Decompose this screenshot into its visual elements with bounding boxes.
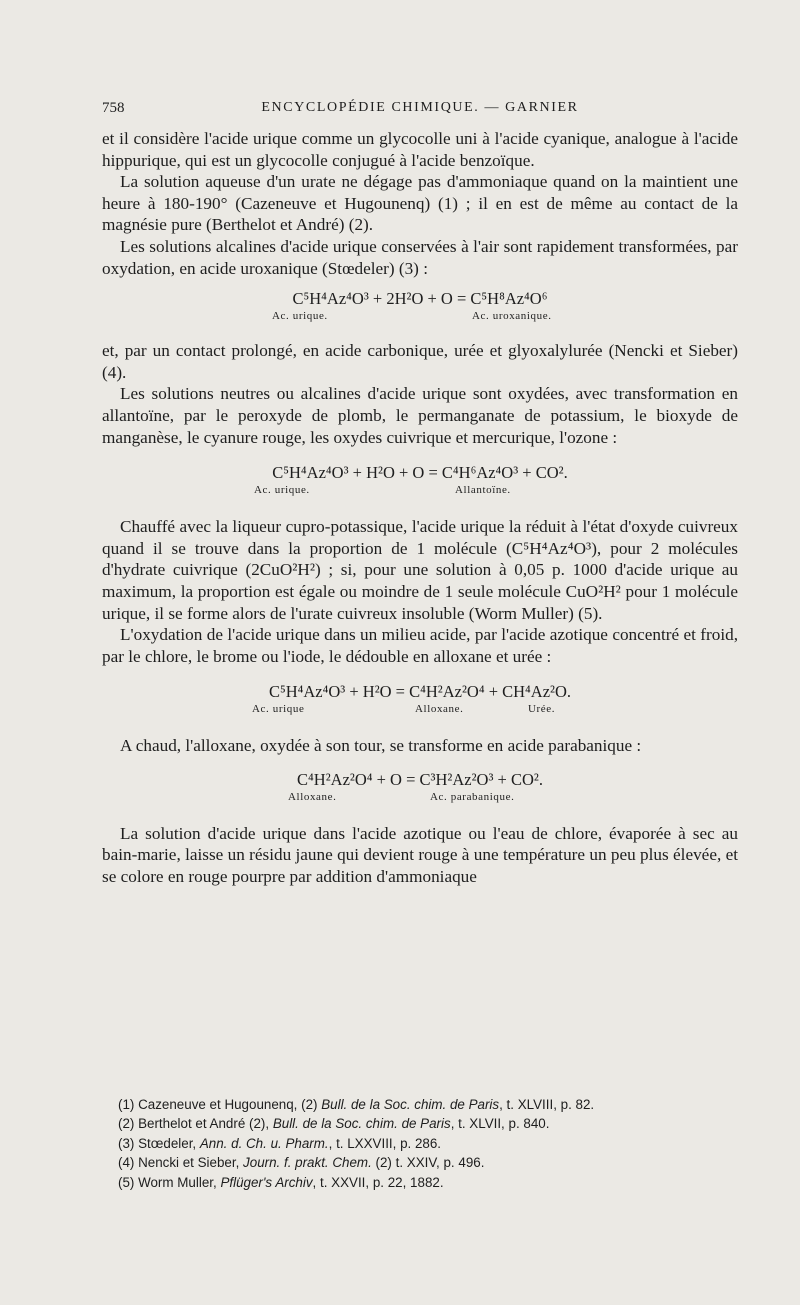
paragraph: et, par un contact prolongé, en acide carbonique, urée et glyoxalylurée (Nencki et Sieber) (4).: [102, 341, 738, 382]
page-header: [102, 100, 738, 122]
paragraph: et il considère l'acide urique comme un glycocolle uni à l'acide cyanique, analogue à l'acide hippurique, qui est un glycocolle conjugué à l'acide benzoïque.: [102, 129, 738, 170]
paragraph: La solution aqueuse d'un urate ne dégage pas d'ammoniaque quand on la maintient une heure à 180-190° (Cazeneuve et Hugounenq) (1) ; il en est de même au contact de la magnésie pure (Berthelot et André) (2).: [102, 172, 738, 235]
footnote: (5) Worm Muller, Pflüger's Archiv, t. XXVII, p. 22, 1882.: [118, 1174, 444, 1190]
equation-label: Ac. uroxanique.: [472, 310, 552, 323]
footnote: (4) Nencki et Sieber, Journ. f. prakt. Chem. (2) t. XXIV, p. 496.: [118, 1155, 485, 1171]
equation-label: Ac. parabanique.: [430, 790, 515, 803]
footnote: (2) Berthelot et André (2), Bull. de la Soc. chim. de Paris, t. XLVII, p. 840.: [118, 1116, 550, 1132]
page-number: 758: [102, 100, 125, 116]
equation-formula: C⁵H⁴Az⁴O³ + H²O + O = C⁴H⁶Az⁴O³ + CO².: [272, 463, 568, 483]
equation-label: Alloxane.: [415, 703, 464, 716]
running-head: ENCYCLOPÉDIE CHIMIQUE. — GARNIER: [261, 100, 579, 115]
equation-formula: C⁵H⁴Az⁴O³ + H²O = C⁴H²Az²O⁴ + CH⁴Az²O.: [268, 682, 572, 702]
equation-alloxane: [102, 681, 738, 719]
equation-allantoin: [102, 462, 738, 500]
equation-label: Alloxane.: [288, 790, 337, 803]
paragraph: Chauffé avec la liqueur cupro-potassique, l'acide urique la réduit à l'état d'oxyde cuivreux quand il se trouve dans la proportion de 1 molécule (C⁵H⁴Az⁴O³), pour 2 molécules d'hydrate cuivrique (2CuO²H²) ; si, pour une solution à 0,05 p. 1000 d'acide urique au maximum, la proportion est égale ou moindre de 1 seule molécule CuO²H² pour 1 molécule urique, il se forme alors de l'urate cuivreux insoluble (Worm Muller) (5).: [102, 517, 738, 623]
footnote: (1) Cazeneuve et Hugounenq, (2) Bull. de la Soc. chim. de Paris, t. XLVIII, p. 82.: [118, 1097, 595, 1112]
equation-label: Ac. urique.: [254, 484, 310, 497]
footnotes: [118, 1095, 738, 1192]
equation-formula: C⁴H²Az²O⁴ + O = C³H²Az²O³ + CO².: [297, 769, 543, 789]
paragraph: La solution d'acide urique dans l'acide azotique ou l'eau de chlore, évaporée à sec au bain-marie, laisse un résidu jaune qui devient rouge à une température un peu plus élevée, et se colore en rouge pourpre par addition d'ammoniaque: [102, 823, 738, 887]
equation-uroxanic: [102, 288, 738, 326]
equation-formula: C⁵H⁴Az⁴O³ + 2H²O + O = C⁵H⁸Az⁴O⁶: [292, 289, 548, 309]
equation-parabanic: [102, 769, 738, 807]
paragraph: Les solutions neutres ou alcalines d'acide urique sont oxydées, avec transformation en allantoïne, par le peroxyde de plomb, le permanganate de potassium, le bioxyde de manganèse, le cyanure rouge, les oxydes cuivrique et mercurique, l'ozone :: [102, 384, 738, 447]
footnote: (3) Stœdeler, Ann. d. Ch. u. Pharm., t. LXXVIII, p. 286.: [118, 1135, 442, 1151]
equation-label: Ac. urique: [252, 703, 305, 716]
paragraph: Les solutions alcalines d'acide urique conservées à l'air sont rapidement transformées, par oxydation, en acide uroxanique (Stœdeler) (3) :: [102, 236, 738, 278]
paragraph: L'oxydation de l'acide urique dans un milieu acide, par l'acide azotique concentré et froid, par le chlore, le brome ou l'iode, le dédouble en alloxane et urée :: [102, 625, 738, 666]
equation-label: Ac. urique.: [272, 310, 328, 323]
page-body: [102, 128, 738, 888]
paragraph: A chaud, l'alloxane, oxydée à son tour, se transforme en acide parabanique :: [120, 736, 642, 756]
equation-label: Allantoïne.: [455, 484, 511, 497]
equation-label: Urée.: [528, 703, 556, 716]
